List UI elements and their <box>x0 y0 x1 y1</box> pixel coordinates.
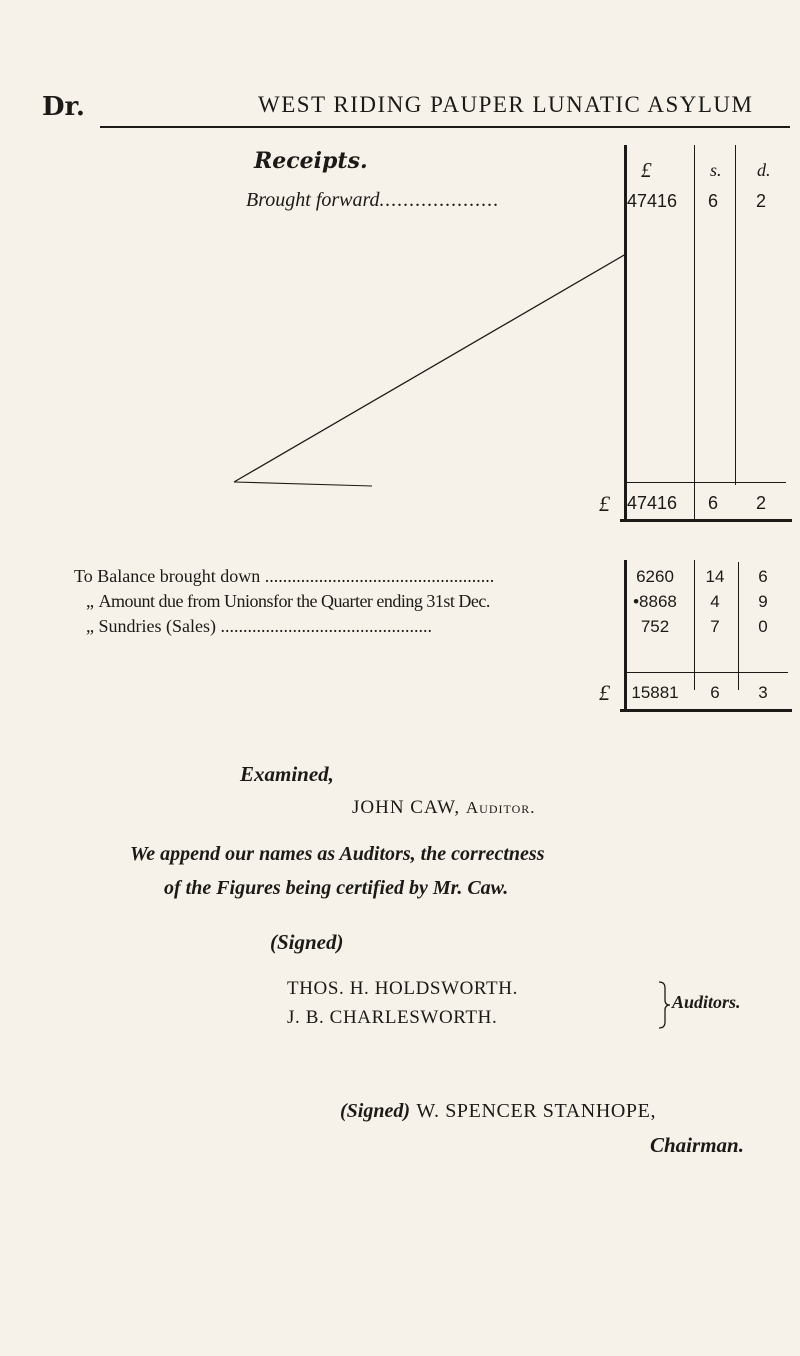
auditor-holdsworth: THOS. H. HOLDSWORTH. <box>287 978 518 999</box>
col-pence-header: d. <box>757 160 771 180</box>
brought-forward-text: Brought forward <box>246 189 380 211</box>
signed-label-2: (Signed) <box>340 1100 410 1122</box>
section2-total-rule-bottom <box>620 709 792 712</box>
row-balance-shillings: 14 <box>705 567 725 586</box>
brought-forward-label: Brought forward.................... <box>246 189 500 211</box>
row-amount-due-text: Amount due from Unionsfor the Quarter ending 31st Dec. <box>98 591 490 611</box>
auditors-label: Auditors. <box>672 992 741 1012</box>
auditor-caw-name: JOHN CAW, <box>352 797 461 818</box>
row-sundries-text: Sundries (Sales) <box>98 616 216 636</box>
signed-label-1: (Signed) <box>270 930 344 954</box>
row-amount-due-pence: 9 <box>758 592 768 611</box>
row-amount-due-shillings: 4 <box>710 592 720 611</box>
receipts-total-rule-bottom <box>620 519 792 522</box>
statement-line-2: of the Figures being certified by Mr. Caw. <box>164 877 509 899</box>
statement-line-1: We append our names as Auditors, the correctness <box>130 843 545 865</box>
examined-text: Examined, <box>240 762 334 786</box>
row-sundries-shillings: 7 <box>710 617 720 636</box>
row-amount-due-pounds: •8868 <box>633 592 677 611</box>
section2-total-rule-top <box>626 672 788 673</box>
section2-total-symbol: £ <box>599 680 610 705</box>
receipts-total-pence: 2 <box>755 493 766 513</box>
auditor-charlesworth: J. B. CHARLESWORTH. <box>287 1007 498 1028</box>
row-balance-pence: 6 <box>758 567 768 586</box>
section2-total-pounds: 15881 <box>631 683 679 702</box>
col2-divider-right <box>738 562 739 690</box>
row-sundries-pounds: 752 <box>640 617 670 636</box>
brought-forward-pounds: 47416 <box>626 191 678 211</box>
col-divider-mid <box>694 145 695 522</box>
row-balance-pounds: 6260 <box>636 567 674 586</box>
row-amount-due-prefix: „ <box>86 591 94 611</box>
receipts-total-pounds: 47416 <box>626 493 678 513</box>
row-balance-prefix: To <box>74 566 93 586</box>
receipts-heading: Receipts. <box>254 148 368 174</box>
row-amount-due-label <box>86 591 490 612</box>
chairman-name: W. SPENCER STANHOPE, <box>416 1100 657 1122</box>
row-balance-text: Balance brought down <box>97 566 261 586</box>
row-sundries-prefix: „ <box>86 616 94 636</box>
auditor-caw <box>352 797 536 819</box>
col2-divider-mid <box>694 560 695 690</box>
brought-forward-shillings: 6 <box>707 191 718 211</box>
blank-fill-diagonal <box>230 250 630 490</box>
section2-total-pence: 3 <box>758 683 768 702</box>
section2-total-shillings: 6 <box>710 683 720 702</box>
receipts-total-shillings: 6 <box>707 493 718 513</box>
col-divider-right <box>735 145 736 485</box>
auditors-brace <box>656 980 672 1030</box>
receipts-total-symbol: £ <box>599 491 610 516</box>
chairman-title: Chairman. <box>650 1133 744 1157</box>
header-rule <box>100 126 790 128</box>
col-shillings-header: s. <box>710 160 722 180</box>
page-title: WEST RIDING PAUPER LUNATIC ASYLUM <box>258 92 754 117</box>
row-balance-label: To Balance brought down ................................................... <box>74 566 495 586</box>
row-sundries-label: „ Sundries (Sales) ............................................... <box>86 616 432 636</box>
auditor-caw-title: Auditor. <box>465 798 536 817</box>
chairman-signature <box>340 1098 656 1123</box>
brought-forward-pence: 2 <box>755 191 766 211</box>
dr-heading: Dr. <box>42 92 85 122</box>
col-pounds-header: £ <box>641 158 652 182</box>
receipts-total-rule-top <box>626 482 786 483</box>
row-sundries-pence: 0 <box>758 617 768 636</box>
